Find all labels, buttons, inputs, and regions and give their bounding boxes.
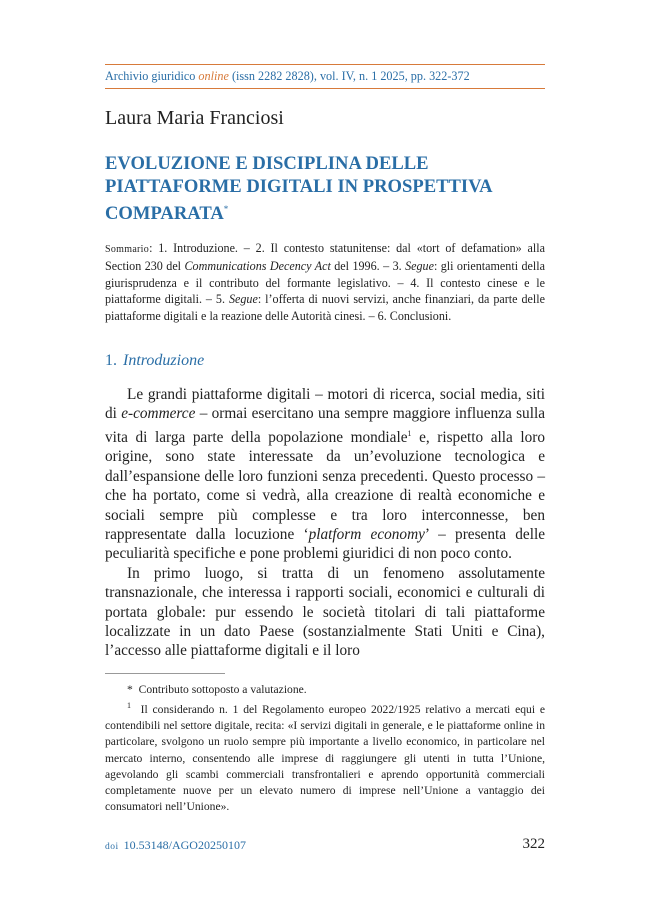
footnote-rule	[105, 673, 225, 674]
doi	[105, 838, 246, 853]
title-line: EVOLUZIONE E DISCIPLINA DELLE	[105, 153, 429, 174]
paragraph-italic: e-commerce	[121, 405, 196, 423]
footnote	[105, 698, 545, 815]
summary-text: : gli orientamenti della giurisprudenza e il contributo del formante legislativo. – 4. Il contesto cinese e le piattaforme digitali. – 5.	[105, 259, 545, 307]
footnote-mark: *	[127, 683, 133, 696]
author-name: Laura Maria Franciosi	[105, 107, 284, 129]
summary-italic: Segue	[405, 259, 434, 274]
paragraph: In primo luogo, si tratta di un fenomeno assolutamente transnazionale, che interessa i rapporti sociali, economici e culturali di portata globale: pur essendo le società titolari di tali piattaforme localizzate in un dato Paese (sostanzialmente Stati Uniti e Cina), l’accesso alle piattaforme digitali e il loro	[105, 564, 545, 660]
header-top-rule	[105, 64, 545, 65]
summary-text: del 1996. – 3.	[330, 259, 406, 274]
section-heading	[105, 352, 204, 370]
header-bottom-rule	[105, 88, 545, 89]
journal-online: online	[198, 69, 229, 83]
footnote	[105, 682, 545, 698]
footnote-ref: 1	[407, 428, 412, 438]
paragraph-italic: platform economy	[308, 525, 425, 543]
section-number: 1.	[105, 352, 117, 369]
footnotes	[105, 682, 545, 815]
summary-text: : 1. Introduzione. – 2. Il contesto statunitense: dal «tort of defamation» alla Section 230 del	[105, 241, 545, 274]
doi-value: 10.53148/AGO20250107	[123, 838, 246, 852]
summary	[105, 240, 545, 324]
journal-name: Archivio giuridico	[105, 69, 196, 83]
summary-italic: Communications Decency Act	[184, 259, 331, 274]
paper-title	[105, 153, 545, 226]
body-text	[105, 385, 545, 661]
title-line-text: COMPARATA	[105, 203, 224, 225]
paragraph-text: ’ – presenta delle peculiarità specifiche e pone problemi giuridici di non poco conto.	[105, 525, 545, 563]
footnote-text: Il considerando n. 1 del Regolamento europeo 2022/1925 relativo a mercati equi e contendibili nel settore digitale, recita: «I servizi digitali in generale, e le piattaforme online in particolare, svolgono un ruolo sempre più importante a livello economico, in particolare nel mercato interno, consentendo alle imprese di raggiungere gli utenti in tutta l’Unione, agevolando gli scambi commerciali transfrontalieri e aprendo opportunità commerciali completamente nuove per un elevato numero di imprese nell’Unione a vantaggio dei consumatori nell’Unione».	[105, 703, 545, 814]
footnote-text: Contributo sottoposto a valutazione.	[138, 683, 307, 696]
paragraph-text: e, rispetto alla loro origine, sono state interessate da un’evoluzione tecnologica e dall’espansione delle loro funzioni senza precedenti. Questo processo – che ha portato, come si vedrà, alla creazione di realtà economiche e sociali sempre più complesse e tra loro interconnesse, ben rappresentate dalla locuzione ‘	[105, 428, 545, 543]
paragraph-text: Le grandi piattaforme digitali – motori di ricerca, social media, siti di	[105, 386, 545, 423]
section-title: Introduzione	[123, 352, 205, 369]
summary-italic: Segue	[228, 292, 258, 307]
paragraph-text: – ormai esercitano una sempre maggiore influenza sulla vita di larga parte della popolazione mondiale	[105, 405, 546, 446]
paragraph	[105, 385, 545, 564]
title-line: PIATTAFORME DIGITALI IN PROSPETTIVA	[105, 175, 493, 197]
journal-details: (issn 2282 2828), vol. IV, n. 1 2025, pp. 322-372	[231, 69, 470, 83]
title-line	[105, 198, 545, 226]
title-footnote-mark: *	[223, 204, 229, 214]
summary-text: : l’offerta di nuovi servizi, anche finanziari, da parte delle piattaforme digitali e la reazione delle Autorità cinesi. – 6. Conclusioni.	[105, 292, 545, 323]
page-number: 322	[522, 836, 545, 852]
doi-label: doi	[105, 842, 119, 852]
running-header	[105, 69, 545, 84]
footnote-mark: 1	[127, 701, 131, 711]
summary-label: Sommario	[105, 244, 150, 255]
